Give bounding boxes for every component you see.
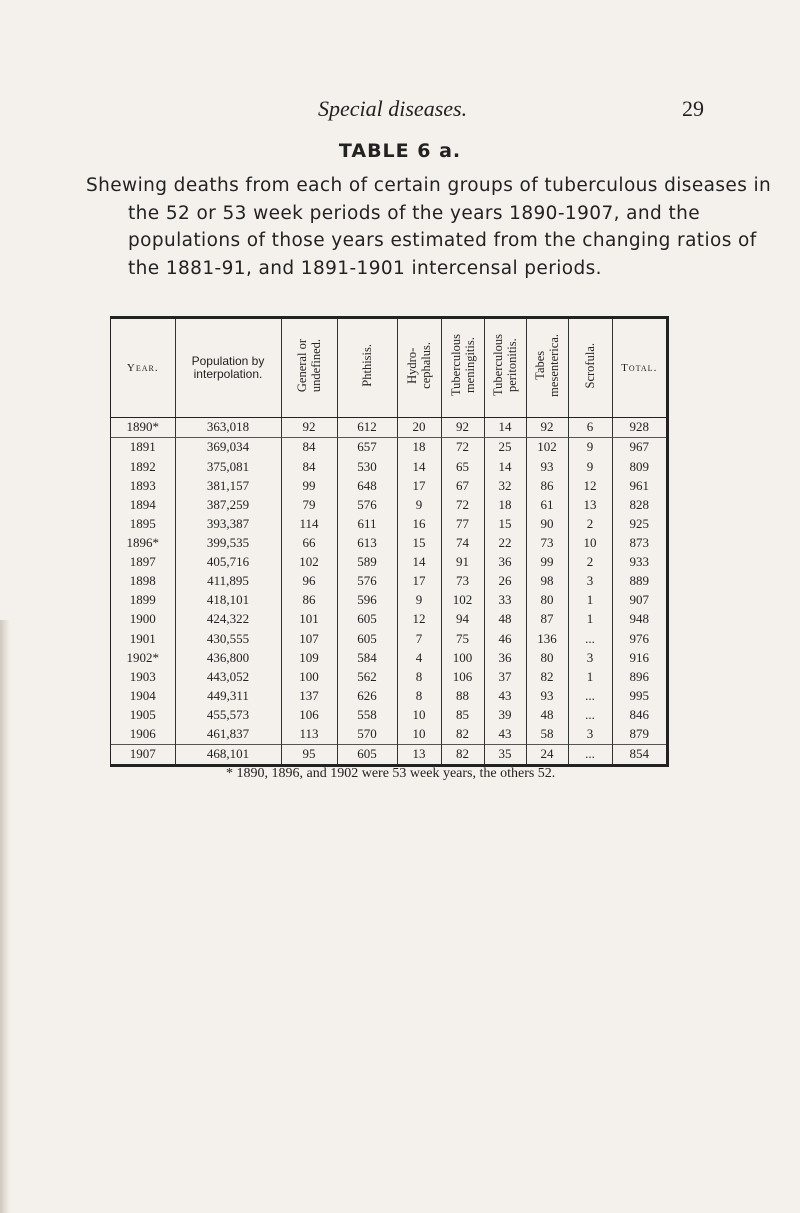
- cell-scrofula: ...: [568, 629, 612, 648]
- cell-tabes: 80: [526, 648, 568, 667]
- column-header-meningitis-text: Tuberculous meningitis.: [448, 334, 477, 397]
- cell-scrofula: ...: [568, 686, 612, 705]
- cell-scrofula: 9: [568, 437, 612, 457]
- table-footnote: * 1890, 1896, and 1902 were 53 week years, the others 52.: [226, 766, 556, 781]
- cell-population: 449,311: [175, 686, 281, 705]
- column-header-scrofula-text: Scrofula.: [583, 342, 597, 388]
- cell-total: 933: [612, 553, 666, 572]
- cell-general: 96: [281, 572, 337, 591]
- table-row: [111, 533, 666, 552]
- cell-population: 468,101: [175, 744, 281, 764]
- cell-year: 1902*: [126, 649, 159, 665]
- cell-total: 961: [612, 476, 666, 495]
- cell-phthisis: 562: [337, 667, 397, 686]
- cell-year: 1897: [129, 554, 156, 570]
- cell-meningitis: 67: [441, 476, 484, 495]
- table-row: [111, 495, 666, 514]
- cell-tabes: 82: [526, 667, 568, 686]
- cell-general: 106: [281, 705, 337, 724]
- cell-year: 1900: [129, 611, 156, 627]
- cell-general: 114: [281, 514, 337, 533]
- cell-meningitis: 91: [441, 553, 484, 572]
- cell-tabes: 92: [526, 417, 568, 437]
- cell-scrofula: 10: [568, 533, 612, 552]
- table-row: [111, 725, 666, 745]
- cell-meningitis: 74: [441, 533, 484, 552]
- cell-hydrocephalus: 18: [397, 437, 441, 457]
- cell-general: 92: [281, 417, 337, 437]
- cell-hydrocephalus: 10: [397, 705, 441, 724]
- cell-scrofula: ...: [568, 705, 612, 724]
- cell-general: 66: [281, 533, 337, 552]
- cell-phthisis: 626: [337, 686, 397, 705]
- cell-general: 95: [281, 744, 337, 764]
- cell-scrofula: 2: [568, 514, 612, 533]
- caption-text: Shewing deaths from each of certain groups of tuberculous diseases in the 52 or 53 week periods of the years 1890-1907, and the populations of those years estimated from the changing ratios of the 1881-91, and 1891-1901 intercensal periods.: [86, 175, 772, 279]
- cell-peritonitis: 37: [484, 667, 526, 686]
- column-header-total: Total.: [612, 319, 666, 417]
- cell-total: 873: [612, 533, 666, 552]
- deaths-table-container: [110, 316, 669, 767]
- cell-year: 1896*: [126, 534, 159, 550]
- cell-scrofula: 1: [568, 610, 612, 629]
- column-header-year: Year.: [111, 319, 175, 417]
- table-row: [111, 514, 666, 533]
- cell-year: 1907: [111, 744, 175, 764]
- table-row: [111, 610, 666, 629]
- cell-year: 1892: [129, 458, 156, 474]
- table-row: [111, 629, 666, 648]
- cell-phthisis: 605: [337, 610, 397, 629]
- cell-meningitis: 85: [441, 705, 484, 724]
- cell-hydrocephalus: 14: [397, 553, 441, 572]
- cell-general: 137: [281, 686, 337, 705]
- cell-total: 925: [612, 514, 666, 533]
- table-body: [111, 417, 666, 764]
- cell-peritonitis: 14: [484, 457, 526, 476]
- table-row: [111, 476, 666, 495]
- cell-meningitis: 72: [441, 437, 484, 457]
- table-row: [111, 437, 666, 457]
- cell-general: 109: [281, 648, 337, 667]
- cell-scrofula: 12: [568, 476, 612, 495]
- cell-phthisis: 589: [337, 553, 397, 572]
- cell-year: 1903: [129, 668, 156, 684]
- cell-phthisis: 605: [337, 744, 397, 764]
- cell-general: 84: [281, 457, 337, 476]
- cell-meningitis: 94: [441, 610, 484, 629]
- cell-phthisis: 576: [337, 495, 397, 514]
- cell-peritonitis: 36: [484, 553, 526, 572]
- cell-tabes: 87: [526, 610, 568, 629]
- table-header-row: [111, 319, 666, 417]
- cell-population: 399,535: [175, 533, 281, 552]
- cell-scrofula: 13: [568, 495, 612, 514]
- cell-year: 1898: [129, 573, 156, 589]
- cell-total: 896: [612, 667, 666, 686]
- cell-phthisis: 570: [337, 725, 397, 745]
- cell-year: 1890*: [111, 417, 175, 437]
- cell-peritonitis: 36: [484, 648, 526, 667]
- table-row: [111, 553, 666, 572]
- cell-year: 1906: [129, 726, 156, 742]
- cell-general: 84: [281, 437, 337, 457]
- cell-peritonitis: 35: [484, 744, 526, 764]
- cell-population: 430,555: [175, 629, 281, 648]
- cell-hydrocephalus: 14: [397, 457, 441, 476]
- cell-meningitis: 65: [441, 457, 484, 476]
- cell-scrofula: 3: [568, 648, 612, 667]
- cell-meningitis: 102: [441, 591, 484, 610]
- cell-population: 424,322: [175, 610, 281, 629]
- cell-total: 809: [612, 457, 666, 476]
- cell-population: 369,034: [175, 437, 281, 457]
- cell-peritonitis: 43: [484, 686, 526, 705]
- cell-peritonitis: 18: [484, 495, 526, 514]
- cell-tabes: 58: [526, 725, 568, 745]
- cell-phthisis: 576: [337, 572, 397, 591]
- cell-year: 1904: [129, 687, 156, 703]
- column-header-tabes: [526, 319, 568, 417]
- cell-meningitis: 82: [441, 744, 484, 764]
- cell-population: 455,573: [175, 705, 281, 724]
- table-row: [111, 591, 666, 610]
- column-header-hydrocephalus-text: Hydro- cephalus.: [405, 341, 433, 389]
- cell-phthisis: 530: [337, 457, 397, 476]
- cell-year: 1901: [129, 630, 156, 646]
- table-caption: [86, 172, 788, 282]
- cell-meningitis: 82: [441, 725, 484, 745]
- cell-population: 443,052: [175, 667, 281, 686]
- cell-phthisis: 584: [337, 648, 397, 667]
- cell-population: 393,387: [175, 514, 281, 533]
- cell-general: 107: [281, 629, 337, 648]
- cell-meningitis: 100: [441, 648, 484, 667]
- column-header-phthisis-text: Phthisis.: [360, 343, 374, 387]
- cell-year: 1899: [129, 592, 156, 608]
- cell-scrofula: ...: [568, 744, 612, 764]
- cell-meningitis: 106: [441, 667, 484, 686]
- cell-peritonitis: 39: [484, 705, 526, 724]
- cell-general: 100: [281, 667, 337, 686]
- cell-hydrocephalus: 4: [397, 648, 441, 667]
- cell-hydrocephalus: 10: [397, 725, 441, 745]
- cell-general: 113: [281, 725, 337, 745]
- cell-total: 854: [612, 744, 666, 764]
- cell-peritonitis: 25: [484, 437, 526, 457]
- cell-tabes: 48: [526, 705, 568, 724]
- cell-hydrocephalus: 8: [397, 686, 441, 705]
- cell-population: 375,081: [175, 457, 281, 476]
- running-head: Special diseases.: [318, 96, 468, 121]
- cell-tabes: 136: [526, 629, 568, 648]
- cell-general: 79: [281, 495, 337, 514]
- cell-year: 1894: [129, 496, 156, 512]
- cell-tabes: 102: [526, 437, 568, 457]
- cell-general: 101: [281, 610, 337, 629]
- cell-scrofula: 1: [568, 591, 612, 610]
- cell-scrofula: 3: [568, 725, 612, 745]
- cell-total: 846: [612, 705, 666, 724]
- cell-population: 387,259: [175, 495, 281, 514]
- cell-hydrocephalus: 13: [397, 744, 441, 764]
- cell-year: 1891: [129, 439, 156, 455]
- cell-phthisis: 657: [337, 437, 397, 457]
- cell-hydrocephalus: 9: [397, 495, 441, 514]
- cell-total: 995: [612, 686, 666, 705]
- cell-hydrocephalus: 17: [397, 476, 441, 495]
- cell-meningitis: 88: [441, 686, 484, 705]
- cell-hydrocephalus: 16: [397, 514, 441, 533]
- cell-tabes: 61: [526, 495, 568, 514]
- cell-scrofula: 1: [568, 667, 612, 686]
- cell-scrofula: 9: [568, 457, 612, 476]
- cell-peritonitis: 14: [484, 417, 526, 437]
- cell-total: 907: [612, 591, 666, 610]
- table-row: [111, 457, 666, 476]
- cell-population: 363,018: [175, 417, 281, 437]
- page-header: [0, 96, 800, 126]
- cell-tabes: 73: [526, 533, 568, 552]
- cell-phthisis: 558: [337, 705, 397, 724]
- cell-population: 381,157: [175, 476, 281, 495]
- column-header-general-text: General or undefined.: [295, 338, 323, 392]
- column-header-peritonitis: [484, 319, 526, 417]
- cell-meningitis: 77: [441, 514, 484, 533]
- column-header-scrofula: [568, 319, 612, 417]
- cell-total: 879: [612, 725, 666, 745]
- page-edge-shadow: [0, 620, 10, 1213]
- cell-total: 967: [612, 437, 666, 457]
- table-row: [111, 705, 666, 724]
- cell-phthisis: 612: [337, 417, 397, 437]
- column-header-population: Population by interpolation.: [175, 319, 281, 417]
- cell-meningitis: 72: [441, 495, 484, 514]
- cell-population: 418,101: [175, 591, 281, 610]
- column-header-general: [281, 319, 337, 417]
- cell-hydrocephalus: 20: [397, 417, 441, 437]
- column-header-tabes-text: Tabes mesenterica.: [533, 333, 561, 397]
- cell-tabes: 93: [526, 457, 568, 476]
- cell-total: 828: [612, 495, 666, 514]
- cell-tabes: 99: [526, 553, 568, 572]
- cell-population: 436,800: [175, 648, 281, 667]
- deaths-table: [111, 319, 666, 764]
- cell-peritonitis: 48: [484, 610, 526, 629]
- cell-peritonitis: 32: [484, 476, 526, 495]
- cell-peritonitis: 43: [484, 725, 526, 745]
- cell-hydrocephalus: 9: [397, 591, 441, 610]
- table-row: [111, 744, 666, 764]
- cell-phthisis: 613: [337, 533, 397, 552]
- cell-general: 86: [281, 591, 337, 610]
- cell-hydrocephalus: 8: [397, 667, 441, 686]
- table-label: TABLE 6 a.: [338, 140, 462, 162]
- table-row: [111, 417, 666, 437]
- table-row: [111, 667, 666, 686]
- cell-peritonitis: 15: [484, 514, 526, 533]
- cell-hydrocephalus: 17: [397, 572, 441, 591]
- table-row: [111, 648, 666, 667]
- cell-peritonitis: 46: [484, 629, 526, 648]
- cell-tabes: 86: [526, 476, 568, 495]
- cell-peritonitis: 33: [484, 591, 526, 610]
- cell-total: 948: [612, 610, 666, 629]
- cell-peritonitis: 22: [484, 533, 526, 552]
- cell-meningitis: 73: [441, 572, 484, 591]
- table-row: [111, 686, 666, 705]
- cell-phthisis: 596: [337, 591, 397, 610]
- cell-phthisis: 611: [337, 514, 397, 533]
- cell-total: 916: [612, 648, 666, 667]
- cell-year: 1893: [129, 477, 156, 493]
- cell-total: 976: [612, 629, 666, 648]
- column-header-hydrocephalus: [397, 319, 441, 417]
- cell-total: 889: [612, 572, 666, 591]
- cell-year: 1905: [129, 706, 156, 722]
- cell-scrofula: 6: [568, 417, 612, 437]
- cell-total: 928: [612, 417, 666, 437]
- cell-peritonitis: 26: [484, 572, 526, 591]
- cell-phthisis: 605: [337, 629, 397, 648]
- cell-tabes: 90: [526, 514, 568, 533]
- column-header-peritonitis-text: Tuberculous peritonitis.: [491, 334, 519, 397]
- cell-phthisis: 648: [337, 476, 397, 495]
- column-header-meningitis: [441, 319, 484, 417]
- cell-year: 1895: [129, 515, 156, 531]
- cell-meningitis: 75: [441, 629, 484, 648]
- cell-population: 461,837: [175, 725, 281, 745]
- table-row: [111, 572, 666, 591]
- cell-scrofula: 3: [568, 572, 612, 591]
- cell-general: 99: [281, 476, 337, 495]
- cell-hydrocephalus: 7: [397, 629, 441, 648]
- cell-scrofula: 2: [568, 553, 612, 572]
- cell-tabes: 24: [526, 744, 568, 764]
- cell-hydrocephalus: 12: [397, 610, 441, 629]
- cell-tabes: 93: [526, 686, 568, 705]
- cell-general: 102: [281, 553, 337, 572]
- page-number: 29: [682, 96, 704, 121]
- column-header-phthisis: [337, 319, 397, 417]
- cell-population: 405,716: [175, 553, 281, 572]
- cell-meningitis: 92: [441, 417, 484, 437]
- cell-tabes: 80: [526, 591, 568, 610]
- cell-population: 411,895: [175, 572, 281, 591]
- cell-tabes: 98: [526, 572, 568, 591]
- cell-hydrocephalus: 15: [397, 533, 441, 552]
